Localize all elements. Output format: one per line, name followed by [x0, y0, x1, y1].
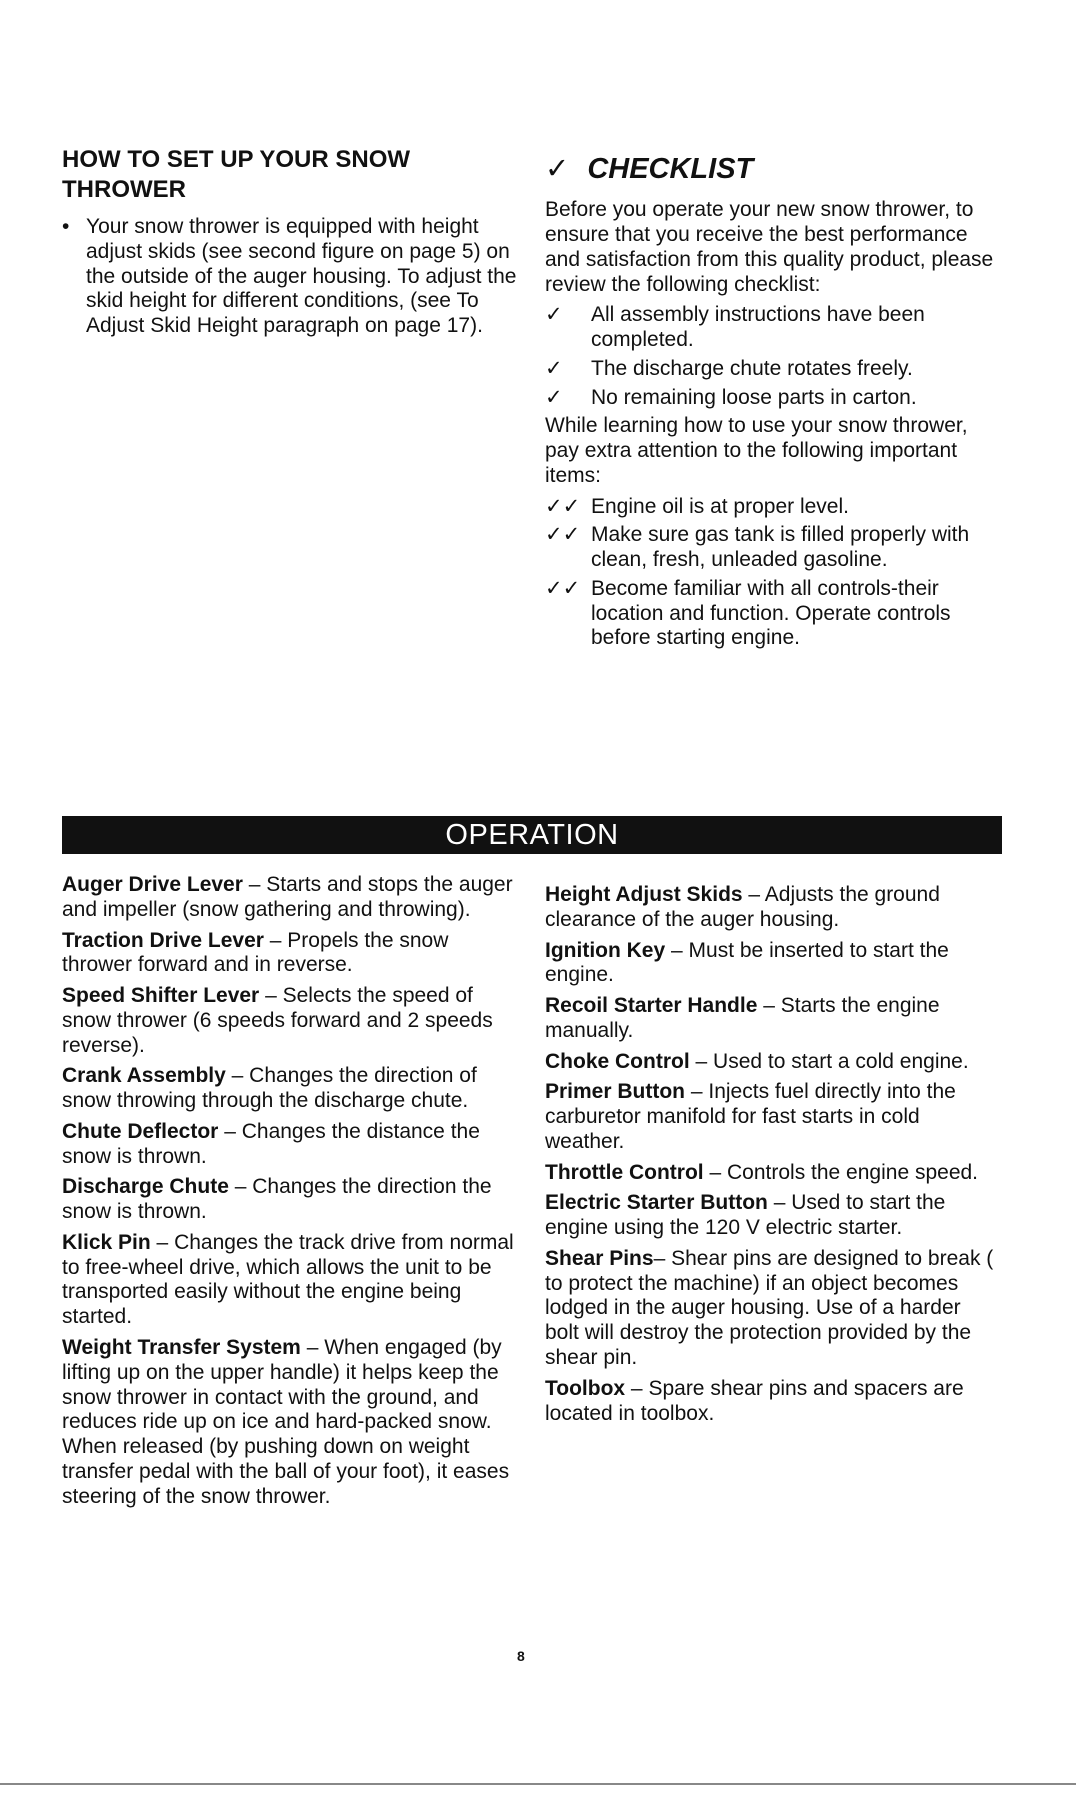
- checklist-heading: [545, 152, 1000, 186]
- control-description: Changes the track drive from normal to free-wheel drive, which allows the unit to be transported easily without the engine being started.: [62, 1230, 514, 1329]
- control-separator: –: [225, 1064, 250, 1088]
- important-item-text: Engine oil is at proper level.: [591, 494, 849, 518]
- control-description: Injects fuel directly into the carburetor manifold for fast starts in cold weather.: [545, 1080, 956, 1153]
- control-separator: –: [625, 1376, 649, 1400]
- control-entry: [545, 1191, 1000, 1241]
- learning-intro: While learning how to use your snow thrower, pay extra attention to the following important items:: [545, 414, 968, 487]
- control-description: Shear pins are designed to break ( to protect the machine) if an object becomes lodged in the auger housing. Use of a harder bolt will destroy the protection provided by the shear pin.: [545, 1246, 994, 1370]
- checklist-title: CHECKLIST: [587, 153, 754, 185]
- control-description: Changes the direction of snow throwing through the discharge chute.: [62, 1064, 477, 1113]
- control-separator: –: [259, 984, 283, 1008]
- operation-left-column: [62, 873, 522, 1515]
- control-description: Propels the snow thrower forward and in reverse.: [62, 928, 449, 977]
- setup-bullet: [62, 215, 522, 339]
- control-description: Spare shear pins and spacers are located in toolbox.: [545, 1376, 964, 1425]
- important-item-text: Become familiar with all controls-their location and function. Operate controls before starting engine.: [591, 576, 951, 650]
- control-description: Must be inserted to start the engine.: [545, 938, 949, 987]
- checkmark-icon: ✓: [545, 385, 563, 409]
- checkmark-icon: ✓: [545, 356, 563, 380]
- bottom-divider: [0, 1783, 1076, 1785]
- control-description: Used to start the engine using the 120 V electric starter.: [545, 1191, 946, 1240]
- checklist-intro: Before you operate your new snow thrower, to ensure that you receive the best performance and satisfaction from this quality product, please review the following checklist:: [545, 198, 994, 296]
- checklist-item: [545, 357, 1000, 382]
- control-entry: [62, 1336, 522, 1509]
- control-separator: –: [767, 1191, 792, 1215]
- important-item-text: Make sure gas tank is filled properly with clean, fresh, unleaded gasoline.: [591, 523, 970, 572]
- control-separator: –: [742, 883, 765, 906]
- control-entry: [545, 994, 1000, 1044]
- control-separator: –: [150, 1230, 175, 1254]
- control-description: Starts the engine manually.: [545, 994, 940, 1042]
- control-description: Starts and stops the auger and impeller (snow gathering and throwing).: [62, 873, 513, 921]
- control-entry: [62, 873, 522, 923]
- control-entry: [62, 929, 522, 979]
- control-separator: –: [703, 1160, 727, 1184]
- control-description: Adjusts the ground clearance of the auger housing.: [545, 883, 940, 931]
- control-entry: [545, 939, 1000, 989]
- page-number: 8: [517, 1648, 525, 1664]
- control-entry: [545, 1161, 1000, 1186]
- control-entry: [62, 984, 522, 1058]
- control-separator: –: [685, 1080, 709, 1104]
- checklist-section: [545, 152, 1000, 655]
- control-term: Height Adjust Skids: [545, 883, 743, 906]
- control-separator: –: [665, 938, 689, 962]
- control-term: Throttle Control: [545, 1160, 704, 1184]
- checkmark-icon: ✓: [545, 153, 570, 185]
- important-item: [545, 495, 1000, 520]
- bullet-icon: •: [62, 215, 70, 238]
- control-term: Auger Drive Lever: [62, 873, 243, 896]
- control-entry: [545, 1247, 1000, 1371]
- control-separator: –: [263, 928, 288, 952]
- operation-title: OPERATION: [445, 819, 619, 851]
- control-separator: –: [757, 994, 781, 1018]
- control-entry: [545, 1080, 1000, 1154]
- control-term: Primer Button: [545, 1080, 686, 1104]
- control-term: Ignition Key: [545, 938, 666, 962]
- control-separator: –: [653, 1246, 672, 1270]
- checklist-item: [545, 386, 1000, 411]
- checklist-item-text: All assembly instructions have been completed.: [591, 303, 925, 352]
- control-entry: [62, 1231, 522, 1330]
- control-description: Changes the direction the snow is thrown.: [62, 1175, 492, 1224]
- control-term: Traction Drive Lever: [62, 928, 264, 952]
- control-entry: [62, 1120, 522, 1170]
- control-entry: [545, 883, 1000, 933]
- control-description: Changes the distance the snow is thrown.: [62, 1119, 480, 1168]
- control-description: When engaged (by lifting up on the upper handle) it helps keep the snow thrower in contact with the ground, and reduces ride up on ice and hard-packed snow. When released (by pushing down on weight transfer pedal with the ball of your foot), it eases steering of the snow thrower.: [62, 1336, 510, 1508]
- control-term: Klick Pin: [62, 1230, 151, 1254]
- setup-title: HOW TO SET UP YOUR SNOW THROWER: [62, 146, 411, 203]
- setup-section: [62, 145, 522, 339]
- control-separator: –: [300, 1336, 325, 1360]
- checklist-item: [545, 303, 1000, 353]
- important-item: [545, 577, 1000, 651]
- control-description: Selects the speed of snow thrower (6 speeds forward and 2 speeds reverse).: [62, 984, 493, 1057]
- control-description: Used to start a cold engine.: [713, 1049, 969, 1073]
- checklist-item-text: The discharge chute rotates freely.: [591, 356, 913, 380]
- control-term: Crank Assembly: [62, 1064, 226, 1088]
- control-term: Shear Pins: [545, 1246, 654, 1270]
- operation-right-column: [545, 883, 1000, 1432]
- control-term: Electric Starter Button: [545, 1191, 768, 1215]
- setup-bullet-text: Your snow thrower is equipped with height adjust skids (see second figure on page 5) on the outside of the auger housing. To adjust the skid height for different conditions, (see To Adjust Skid Height paragraph on page 17).: [86, 215, 517, 338]
- control-term: Chute Deflector: [62, 1119, 219, 1143]
- control-entry: [545, 1050, 1000, 1075]
- operation-header-bar: [62, 816, 1002, 854]
- control-term: Recoil Starter Handle: [545, 994, 758, 1018]
- control-separator: –: [218, 1119, 242, 1143]
- control-entry: [62, 1064, 522, 1114]
- control-separator: –: [228, 1175, 253, 1199]
- control-term: Choke Control: [545, 1049, 690, 1073]
- control-term: Toolbox: [545, 1376, 626, 1400]
- control-separator: –: [242, 873, 267, 896]
- important-item: [545, 523, 1000, 573]
- control-entry: [62, 1175, 522, 1225]
- checklist-item-text: No remaining loose parts in carton.: [591, 385, 917, 409]
- double-checkmark-icon: ✓✓: [545, 576, 581, 600]
- control-description: Controls the engine speed.: [727, 1160, 979, 1184]
- checkmark-icon: ✓: [545, 303, 563, 327]
- control-term: Speed Shifter Lever: [62, 984, 260, 1008]
- control-term: Weight Transfer System: [62, 1336, 301, 1360]
- control-term: Discharge Chute: [62, 1175, 229, 1199]
- control-entry: [545, 1377, 1000, 1427]
- control-separator: –: [689, 1049, 714, 1073]
- double-checkmark-icon: ✓✓: [545, 494, 581, 518]
- double-checkmark-icon: ✓✓: [545, 523, 581, 547]
